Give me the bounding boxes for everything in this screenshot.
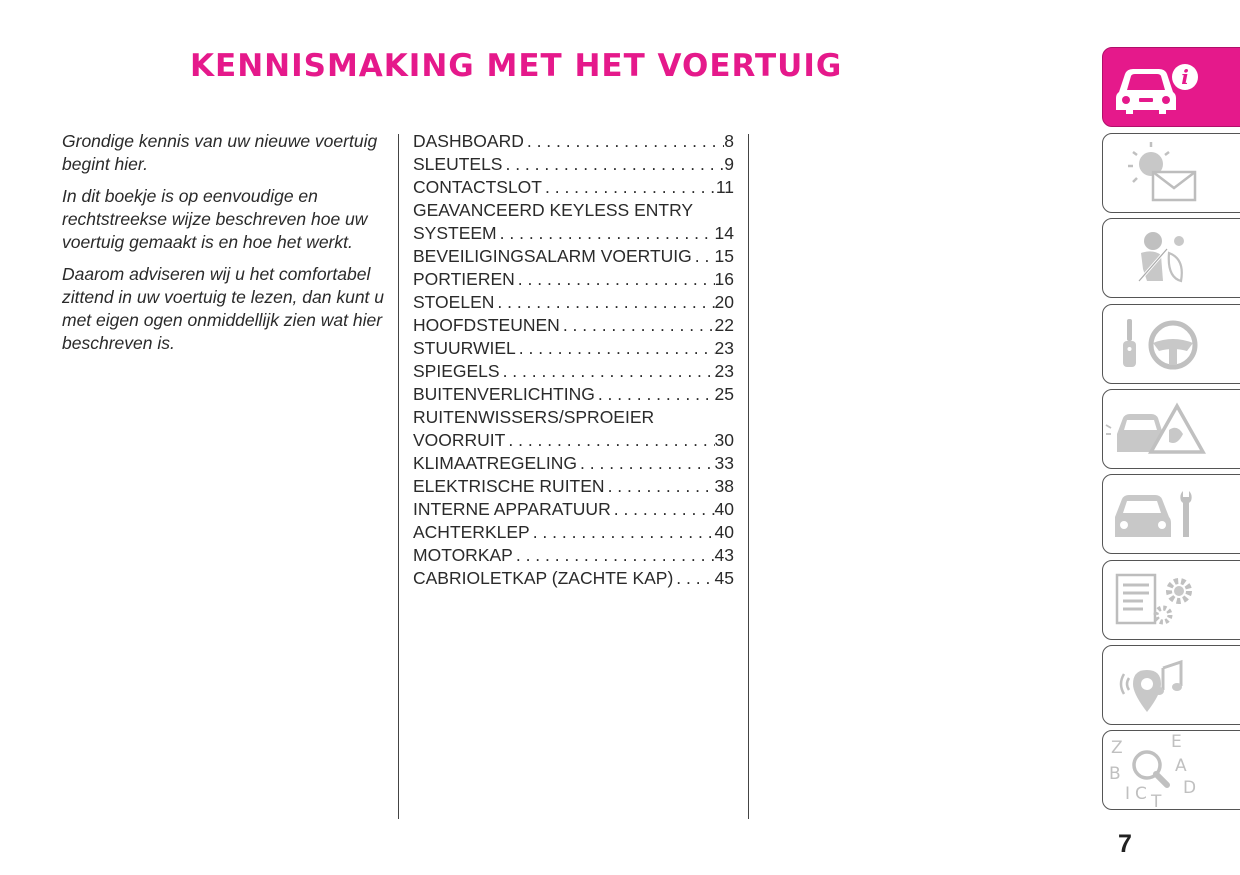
chapter-tab-specifications[interactable] xyxy=(1102,560,1240,640)
toc-entry-contactslot[interactable]: CONTACTSLOT . . . 11 xyxy=(413,176,734,199)
index-letter: A xyxy=(1175,756,1187,776)
toc-entry-achterklep[interactable]: ACHTERKLEP . . . 40 xyxy=(413,521,734,544)
index-letter: T xyxy=(1151,792,1162,811)
index-letter: C xyxy=(1135,784,1147,804)
toc-entry-buitenverlichting[interactable]: BUITENVERLICHTING . . . 25 xyxy=(413,383,734,406)
index-letter: D xyxy=(1183,778,1197,798)
column-divider-right xyxy=(748,134,749,819)
toc-entry-dashboard[interactable]: DASHBOARD . . . 8 xyxy=(413,130,734,153)
chapter-tab-multimedia[interactable] xyxy=(1102,645,1240,725)
chapter-tab-starting-driving[interactable] xyxy=(1102,304,1240,384)
seatbelt-airbag-icon xyxy=(1103,219,1240,299)
toc-entry-keyless-entry[interactable]: SYSTEEM . . . 14 xyxy=(413,222,734,245)
key-steering-wheel-icon xyxy=(1103,305,1240,385)
car-accident-warning-icon xyxy=(1103,390,1240,470)
car-info-icon xyxy=(1103,48,1240,128)
toc-entry-elektrische-ruiten[interactable]: ELEKTRISCHE RUITEN . . . 38 xyxy=(413,475,734,498)
chapter-tab-index[interactable] xyxy=(1102,730,1240,810)
toc-entry-portieren[interactable]: PORTIEREN . . . 16 xyxy=(413,268,734,291)
chapter-tab-maintenance[interactable] xyxy=(1102,474,1240,554)
toc-entry-hoofdsteunen[interactable]: HOOFDSTEUNEN . . . 22 xyxy=(413,314,734,337)
toc-entry-ruitenwissers[interactable]: VOORRUIT . . . 30 xyxy=(413,429,734,452)
toc-entry-cabrioletkap[interactable]: CABRIOLETKAP (ZACHTE KAP) . . . 45 xyxy=(413,567,734,590)
car-wrench-icon xyxy=(1103,475,1240,555)
column-divider-left xyxy=(398,134,399,819)
svg-text:i: i xyxy=(1181,65,1189,89)
toc-entry-interne-apparatuur[interactable]: INTERNE APPARATUUR . . . 40 xyxy=(413,498,734,521)
index-letter: I xyxy=(1125,784,1131,804)
page-title: KENNISMAKING MET HET VOERTUIG xyxy=(190,48,843,84)
multimedia-navigation-icon xyxy=(1103,646,1240,726)
warning-lights-message-icon xyxy=(1103,134,1240,214)
intro-paragraph: Grondige kennis van uw nieuwe voertuig begint hier. xyxy=(62,131,378,174)
specifications-gears-icon xyxy=(1103,561,1240,641)
toc-entry-ruitenwissers-title[interactable]: RUITENWISSERS/SPROEIER xyxy=(413,407,655,427)
table-of-contents xyxy=(413,130,734,590)
toc-entry-alarm[interactable]: BEVEILIGINGSALARM VOERTUIG . . . 15 xyxy=(413,245,734,268)
toc-entry-keyless-title[interactable]: GEAVANCEERD KEYLESS ENTRY xyxy=(413,200,694,220)
chapter-tab-emergency[interactable] xyxy=(1102,389,1240,469)
index-letter: E xyxy=(1171,732,1182,752)
chapter-tab-warning-lights[interactable] xyxy=(1102,133,1240,213)
index-letter: B xyxy=(1109,764,1121,784)
intro-paragraph: In dit boekje is op eenvoudige en rechtstreekse wijze beschreven hoe uw voertuig gemaakt is en hoe het werkt. xyxy=(62,186,368,252)
toc-entry-klimaatregeling[interactable]: KLIMAATREGELING . . . 33 xyxy=(413,452,734,475)
toc-entry-stuurwiel[interactable]: STUURWIEL . . . 23 xyxy=(413,337,734,360)
intro-text xyxy=(62,130,390,364)
intro-paragraph: Daarom adviseren wij u het comfortabel zittend in uw voertuig te lezen, dan kunt u met eigen ogen onmiddellijk zien wat hier beschreven is. xyxy=(62,264,385,353)
toc-entry-spiegels[interactable]: SPIEGELS . . . 23 xyxy=(413,360,734,383)
chapter-tab-car-info[interactable] xyxy=(1102,47,1240,127)
toc-entry-motorkap[interactable]: MOTORKAP . . . 43 xyxy=(413,544,734,567)
index-letter: Z xyxy=(1111,738,1123,758)
toc-entry-sleutels[interactable]: SLEUTELS . . . 9 xyxy=(413,153,734,176)
chapter-tab-safety[interactable] xyxy=(1102,218,1240,298)
toc-entry-stoelen[interactable]: STOELEN . . . 20 xyxy=(413,291,734,314)
page-number: 7 xyxy=(1118,830,1132,858)
alphabetical-index-search-icon xyxy=(1103,731,1240,811)
